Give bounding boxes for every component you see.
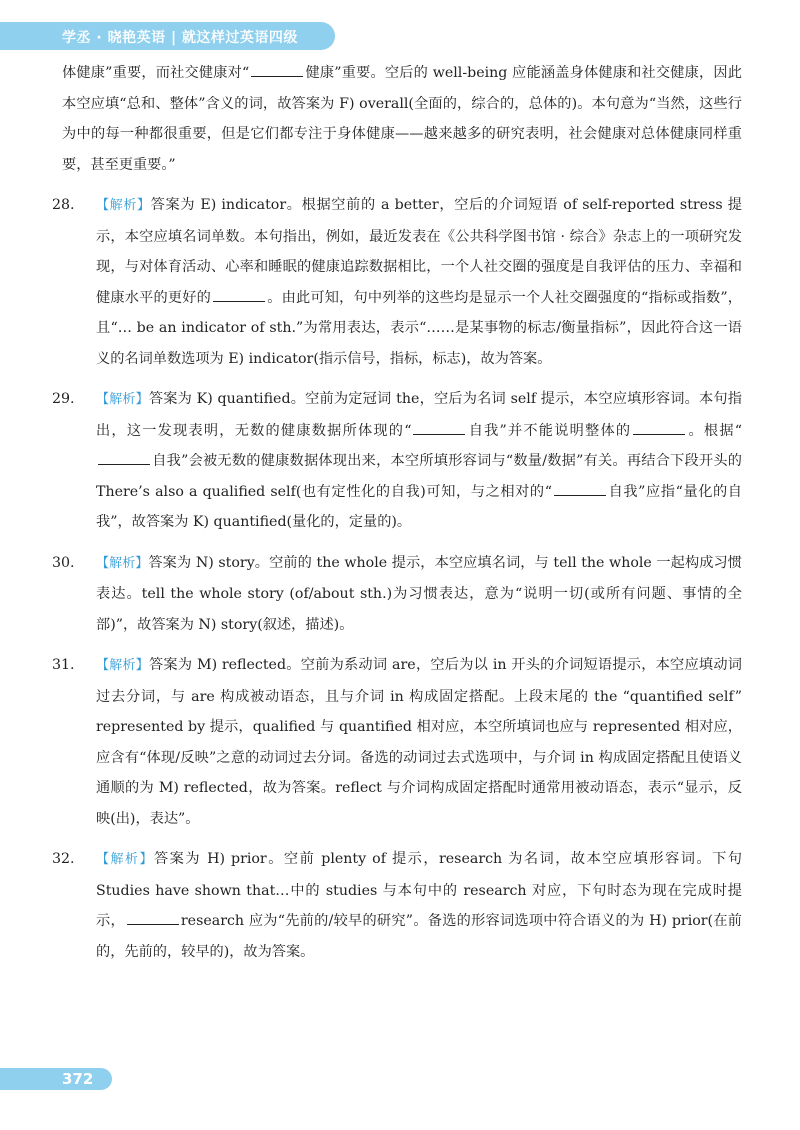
analysis-tag: 【解析】 xyxy=(96,852,154,867)
explanation-item-29 xyxy=(52,384,742,538)
answer-blank xyxy=(413,419,465,435)
item-text: 答案为 M) reflected。空前为系动词 are，空后为以 in 开头的介词短语提示，本空应填动词过去分词，与 are 构成被动语态，且与介词 in 构成固定搭配。上段末尾的 the “quantified self” represented by 提示，qualified 与 quantified 相对应，本空所填词也应与 represented 相对应，应含有“体现/反映”之意的动词过去分词。备选的动词过去式选项中，与介词 in 构成固定搭配且使语义通顺的为 M) reflected，故为答案。reflect 与介词构成固定搭配时通常用被动语态，表示“显示，反映(出)，表达”。 xyxy=(96,657,742,827)
item-number: 29. xyxy=(52,391,75,407)
explanation-item-31 xyxy=(52,650,742,834)
item-text: 自我”并不能说明整体的 xyxy=(467,422,632,439)
item-text: 答案为 E) indicator。根据空前的 a better，空后的介词短语 of self-reported stress 提示，本空应填名词单数。本句指出，例如，最近发表在《公共科学图书馆 · 综合》杂志上的一项研究发现，与对体育活动、心率和睡眠的健康追踪数据相比，一个人社交圈的强度是自我评估的压力、幸福和健康水平的更好的 xyxy=(96,197,742,306)
item-number: 28. xyxy=(52,197,75,213)
explanation-item-32 xyxy=(52,844,742,967)
item-text: 答案为 K) quantified。空前为定冠词 the，空后为名词 self 提示，本空应填形容词。本句指出，这一发现表明，无数的健康数据所体现的“ xyxy=(96,391,742,439)
answer-blank xyxy=(213,286,265,302)
analysis-tag: 【解析】 xyxy=(96,198,151,213)
item-text: 。由此可知，句中列举的这些均是显示一个人社交圈强度的“指标或指数”，且“… be an indicator of sth.”为常用表达，表示“……是某事物的标志/衡量指标”，因此符合这一语义的名词单数选项为 E) indicator(指示信号，指标，标志)，故为答案。 xyxy=(96,289,742,367)
item-text: 自我”应指“量化的自我”，故答案为 K) quantified(量化的，定量的)。 xyxy=(96,483,742,530)
answer-blank xyxy=(251,61,303,77)
item-text: 答案为 N) story。空前的 the whole 提示，本空应填名词，与 tell the whole 一起构成习惯表达。tell the whole story (of/about sth.)为习惯表达，意为“说明一切(或所有问题、事情的全部)”，故答案为 N) story(叙述，描述)。 xyxy=(96,554,742,633)
page-number-band xyxy=(0,1068,112,1090)
intro-paragraph xyxy=(62,58,742,180)
explanation-item-30 xyxy=(52,548,742,641)
item-number: 31. xyxy=(52,657,75,673)
answer-blank xyxy=(554,480,606,496)
answer-blank xyxy=(98,449,150,465)
item-number: 30. xyxy=(52,554,75,571)
analysis-tag: 【解析】 xyxy=(96,658,149,673)
page-number: 372 xyxy=(62,1070,94,1088)
item-text: 答案为 H) prior。空前 plenty of 提示，research 为名词，故本空应填形容词。下句 Studies have shown that…中的 studies 与本句中的 research 对应，下句时态为现在完成时提示， xyxy=(96,851,742,929)
item-text: research 应为“先前的/较早的研究”。备选的形容词选项中符合语义的为 H) prior(在前的，先前的，较早的)，故为答案。 xyxy=(96,913,742,960)
answer-blank xyxy=(633,419,685,435)
item-text: 。根据“ xyxy=(687,422,742,439)
answer-blank xyxy=(127,909,179,925)
analysis-tag: 【解析】 xyxy=(96,555,149,571)
explanation-item-28 xyxy=(52,190,742,374)
analysis-tag: 【解析】 xyxy=(96,392,149,407)
intro-text-2: 健康”重要。空后的 well-being 应能涵盖身体健康和社交健康，因此本空应填“总和、整体”含义的词，故答案为 F) overall(全面的，综合的，总体的)。本句意为“当然，这些行为中的每一种都很重要，但是它们都专注于身体健康——越来越多的研究表明，社会健康对总体健康同样重要，甚至更重要。” xyxy=(62,65,742,173)
header-title: 学丞 · 晓艳英语 | 就这样过英语四级 xyxy=(62,30,298,46)
page-content xyxy=(52,58,742,967)
item-number: 32. xyxy=(52,851,75,867)
item-text: 自我”会被无数的健康数据体现出来，本空所填形容词与“数量/数据”有关。再结合下段开头的 There’s also a qualified self(也有定性化的自我)可知，与之相对的“ xyxy=(96,453,742,500)
intro-text-1: 体健康”重要，而社交健康对“ xyxy=(62,65,250,81)
